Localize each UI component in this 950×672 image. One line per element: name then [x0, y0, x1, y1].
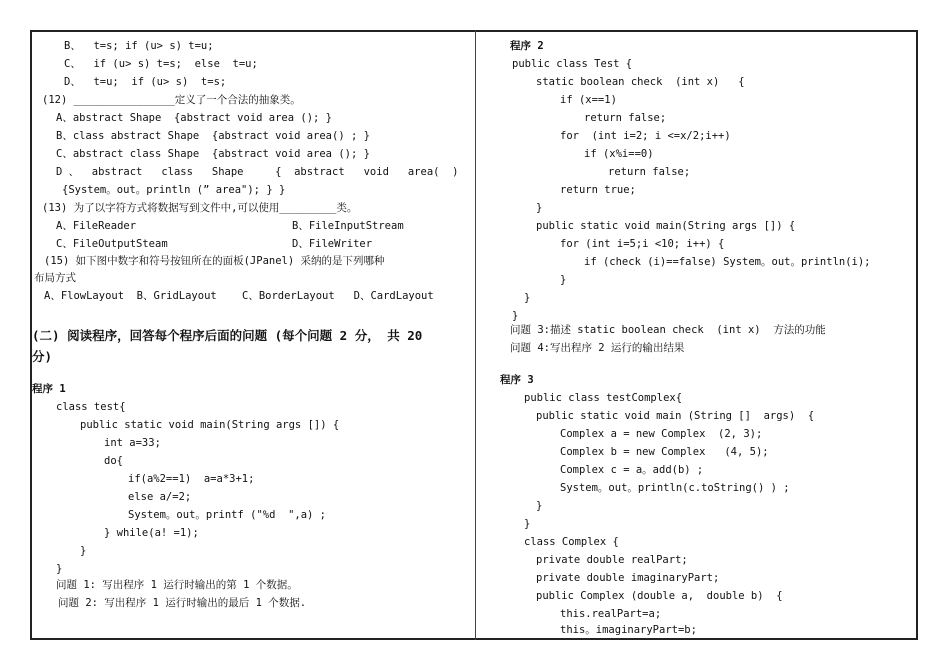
program-2-title: 程序 2: [510, 40, 544, 52]
code-line: if(a%2==1) a=a*3+1;: [128, 473, 255, 485]
code-line: }: [80, 545, 87, 557]
option-b-line: B、 t=s; if (u> s) t=u;: [64, 40, 214, 52]
section-heading: (二) 阅读程序，回答每个程序后面的问题 (每个问题 2 分， 共 20: [32, 328, 423, 343]
code-line: }: [536, 500, 543, 512]
option-c-line: C、 if (u> s) t=s; else t=u;: [64, 58, 258, 70]
code-line: System。out。printf ("%d ",a) ;: [128, 509, 327, 521]
question-12: (12) ________________定义了一个合法的抽象类。: [42, 94, 301, 106]
question-15-cont: 布局方式: [34, 272, 76, 284]
question-3: 问题 3:描述 static boolean check (int x) 方法的功能: [510, 324, 826, 336]
q13-option-a: A、FileReader: [56, 220, 137, 232]
code-line: Complex b = new Complex (4, 5);: [560, 446, 769, 458]
q12-option-a: A、abstract Shape {abstract void area (); }: [56, 112, 333, 124]
question-4: 问题 4:写出程序 2 运行的输出结果: [510, 342, 685, 354]
code-line: static boolean check (int x) {: [536, 76, 745, 88]
code-line: Complex c = a。add(b) ;: [560, 464, 704, 476]
code-line: public class Test {: [512, 58, 633, 70]
code-line: if (check (i)==false) System。out。println(i);: [584, 256, 871, 268]
code-line: public static void main(String args []) {: [536, 220, 796, 232]
code-line: }: [512, 310, 519, 322]
code-line: if (x%i==0): [584, 148, 654, 160]
code-line: return false;: [584, 112, 667, 124]
code-line: public Complex (double a, double b) {: [536, 590, 783, 602]
code-line: else a/=2;: [128, 491, 192, 503]
code-line: }: [524, 518, 531, 530]
code-line: Complex a = new Complex (2, 3);: [560, 428, 763, 440]
code-line: }: [536, 202, 543, 214]
code-line: return false;: [608, 166, 691, 178]
q12-option-b: B、class abstract Shape {abstract void area() ; }: [56, 130, 370, 142]
q13-option-d: D、FileWriter: [292, 238, 373, 250]
question-15: (15) 如下图中数字和符号按钮所在的面板(JPanel) 采纳的是下列哪种: [44, 255, 385, 267]
code-line: private double imaginaryPart;: [536, 572, 720, 584]
option-d-line: D、 t=u; if (u> s) t=s;: [64, 76, 227, 88]
q15-options: A、FlowLayout B、GridLayout C、BorderLayout D、CardLayout: [44, 290, 434, 302]
code-line: for (int i=5;i <10; i++) {: [560, 238, 725, 250]
q13-option-c: C、FileOutputSteam: [56, 238, 168, 250]
code-line: class Complex {: [524, 536, 619, 548]
question-2: 问题 2: 写出程序 1 运行时输出的最后 1 个数据.: [58, 597, 307, 609]
q13-option-b: B、FileInputStream: [292, 220, 404, 232]
column-divider: [475, 30, 476, 640]
code-line: private double realPart;: [536, 554, 688, 566]
code-line: for (int i=2; i <=x/2;i++): [560, 130, 731, 142]
code-line: class test{: [56, 401, 126, 413]
q12-option-d: D 、 abstract class Shape { abstract void area( ): [56, 166, 459, 178]
code-line: System。out。println(c.toString() ) ;: [560, 482, 790, 494]
question-13: (13) 为了以字符方式将数据写到文件中,可以使用_________类。: [42, 202, 358, 214]
q12-option-c: C、abstract class Shape {abstract void area (); }: [56, 148, 370, 160]
code-line: if (x==1): [560, 94, 617, 106]
question-1: 问题 1: 写出程序 1 运行时输出的第 1 个数据。: [56, 579, 298, 591]
code-line: public class testComplex{: [524, 392, 683, 404]
code-line: }: [524, 292, 531, 304]
code-line: }: [560, 274, 567, 286]
code-line: this.realPart=a;: [560, 608, 662, 620]
code-line: public static void main(String args []) {: [80, 419, 340, 431]
program-1-title: 程序 1: [32, 383, 66, 395]
code-line: return true;: [560, 184, 636, 196]
code-line: public static void main (String [] args) {: [536, 410, 815, 422]
code-line: do{: [104, 455, 123, 467]
code-line: } while(a! =1);: [104, 527, 199, 539]
q12-option-d-cont: {System。out。println (” area"); } }: [62, 184, 286, 196]
code-line: int a=33;: [104, 437, 161, 449]
code-line: this。imaginaryPart=b;: [560, 624, 697, 636]
program-3-title: 程序 3: [500, 374, 534, 386]
code-line: }: [56, 563, 63, 575]
section-heading-cont: 分): [32, 349, 53, 364]
